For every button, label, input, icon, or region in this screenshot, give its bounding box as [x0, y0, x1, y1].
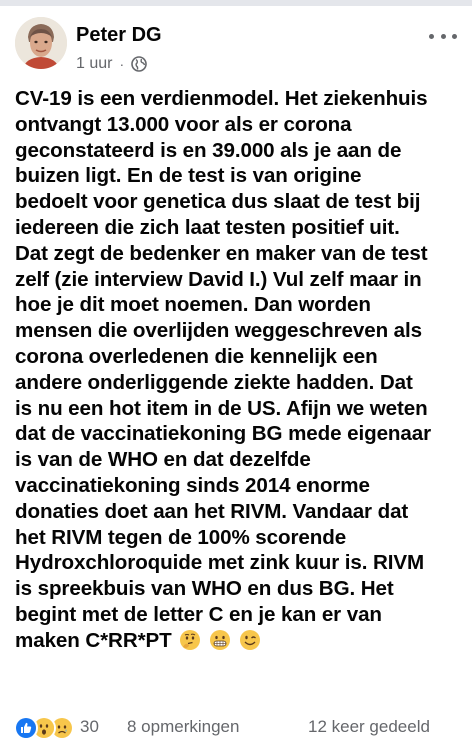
post-line: CV-19 is een verdienmodel. Het ziekenhuis — [15, 87, 428, 110]
more-dot — [452, 34, 457, 39]
post-time[interactable]: 1 uur — [76, 55, 113, 72]
reactions-summary[interactable] — [14, 716, 68, 740]
shares-count[interactable]: 12 keer gedeeld — [308, 717, 430, 736]
post-meta — [76, 54, 147, 74]
author-name[interactable]: Peter DG — [76, 24, 162, 46]
avatar[interactable] — [15, 17, 67, 69]
post-line: is spreekbuis van WHO en dus BG. Het — [15, 577, 394, 601]
post-line: zelf (zie interview David I.) Vul zelf maar in — [15, 267, 422, 291]
more-dot — [441, 34, 446, 39]
post-line: andere onderliggende ziekte hadden. Dat — [15, 370, 413, 394]
post-line: donaties doet aan het RIVM. Vandaar dat — [15, 499, 409, 523]
post-line: ontvangt 13.000 voor als er corona — [15, 112, 352, 136]
post-line: mensen die overlijden weggeschreven als — [15, 319, 422, 343]
post-line: iedereen die zich laat testen positief uit. — [15, 215, 400, 239]
comments-count[interactable]: 8 opmerkingen — [127, 717, 240, 736]
post-line: Dat zegt de bedenker en maker van de test — [15, 241, 428, 265]
post-line: corona overledenen die kennelijk een — [15, 344, 378, 368]
post-line: buizen ligt. En de test is van origine — [15, 164, 362, 188]
post-line: is van de WHO en dat dezelfde — [15, 448, 311, 472]
globe-icon — [131, 56, 147, 72]
meta-separator: · — [119, 56, 125, 72]
post-last-line — [15, 628, 459, 654]
post-line: dat de vaccinatiekoning BG mede eigenaar — [15, 422, 432, 446]
more-options-icon[interactable] — [429, 29, 457, 43]
post-footer — [0, 712, 472, 742]
post-line: bedoelt voor genetica dus slaat de test bij — [15, 190, 421, 214]
more-dot — [429, 34, 434, 39]
post-line: geconstateerd is en 39.000 als je aan de — [15, 138, 402, 162]
post-line: Hydroxchloroquide met zink kuur is. RIVM — [15, 551, 425, 575]
post-line: vaccinatiekoning sinds 2014 enorme — [15, 473, 370, 497]
post-header — [15, 17, 457, 77]
post-line: het RIVM tegen de 100% scorende — [15, 525, 347, 549]
post-text — [15, 86, 459, 654]
post-line: hoe je dit moet noemen. Dan worden — [15, 293, 371, 317]
post-last-line-text: maken C*RR*PT — [15, 628, 172, 652]
top-divider — [0, 0, 472, 6]
post-line: begint met de letter C en je kan er van — [15, 602, 382, 626]
thinking-face-emoji — [179, 629, 201, 651]
reaction-count[interactable]: 30 — [80, 717, 99, 736]
like-reaction-icon — [14, 716, 38, 740]
post-line: is nu een hot item in de US. Afijn we weten — [15, 396, 428, 420]
grimacing-face-emoji — [209, 629, 231, 651]
winking-face-emoji — [239, 629, 261, 651]
